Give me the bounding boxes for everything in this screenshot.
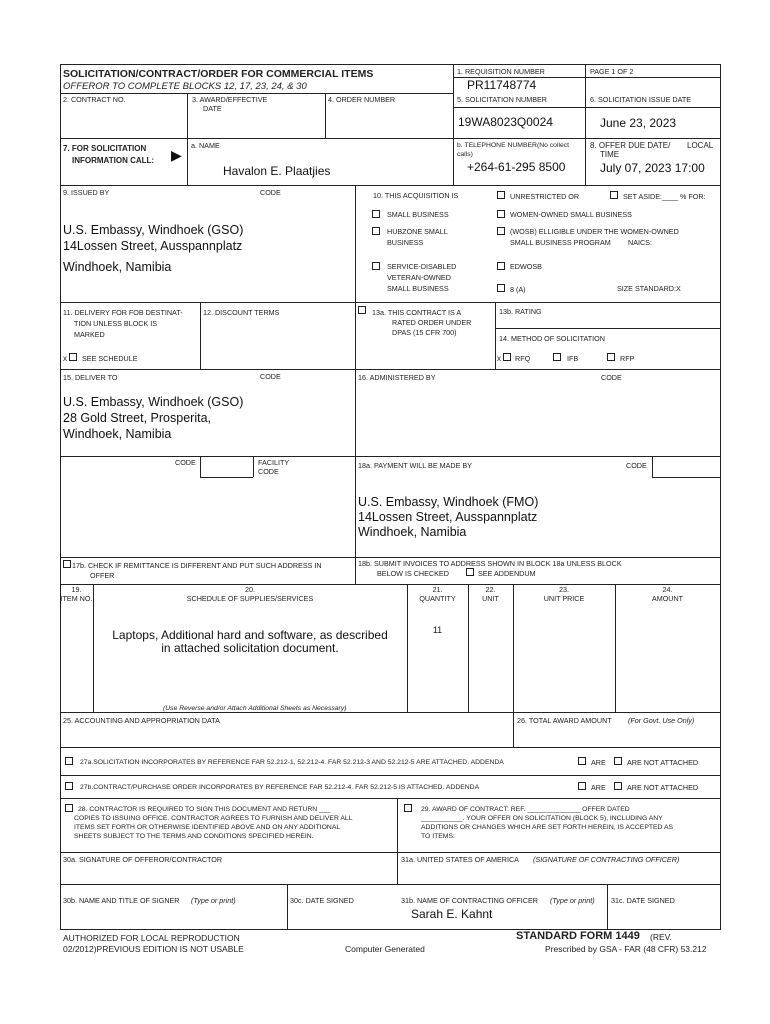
issued-code-label: CODE [260,188,281,197]
fob-label-2: TION UNLESS BLOCK IS [74,319,158,328]
rule [615,584,616,712]
eight-a-label: 8 (A) [510,285,526,294]
col-schedule-num: 20. [245,585,255,594]
telephone-value[interactable]: +264-61-295 8500 [467,160,566,174]
see-schedule-checkbox[interactable] [69,353,77,361]
offeror-signature-label: 30a. SIGNATURE OF OFFEROR/CONTRACTOR [63,855,223,864]
rule [60,775,721,776]
issued-by-label: 9. ISSUED BY [63,188,110,197]
small-business-checkbox[interactable] [372,210,380,218]
rule [60,138,721,139]
payment-code-label: CODE [626,461,647,470]
award-date-label-2: DATE [203,104,222,113]
rfp-checkbox[interactable] [607,353,615,361]
rule [60,747,721,748]
invoice-label: 18b. SUBMIT INVOICES TO ADDRESS SHOWN IN BLOCK 18a UNLESS BLOCK [358,559,622,568]
27b-are-not-label: ARE NOT ATTACHED [627,783,699,792]
size-standard-label: SIZE STANDARD:X [617,284,681,293]
27a-are-not-label: ARE NOT ATTACHED [627,758,699,767]
rule [355,456,356,584]
rule [397,798,398,884]
rule-top [60,64,721,65]
sdvosb-checkbox[interactable] [372,262,380,270]
issued-by-line3: Windhoek, Namibia [63,260,172,274]
code-box-edge [652,477,720,478]
award-line2: ___________. YOUR OFFER ON SOLICITATION (BLOCK 5), INCLUDING ANY [421,815,663,822]
requisition-number-label: 1. REQUISITION NUMBER [457,67,545,76]
payment-label: 18a. PAYMENT WILL BE MADE BY [358,461,472,470]
27b-label: 27b.CONTRACT/PURCHASE ORDER INCORPORATES BY REFERENCE FAR 52.212-4. FAR 52.212-5 IS ATTACHED. ADDENDA [80,784,480,791]
rule [60,852,721,853]
item-description-line1: Laptops, Additional hard and software, as described [112,628,388,642]
27b-checkbox[interactable] [65,782,73,790]
administered-code-label: CODE [601,373,622,382]
rule [325,93,326,138]
naics-label: NAICS: [628,238,652,247]
acquisition-label: 10. THIS ACQUISITION IS [373,191,459,200]
payment-line3: Windhoek, Namibia [358,525,467,539]
offeror-code-label: CODE [175,458,196,467]
rule-left [60,64,61,930]
name-label: a. NAME [191,141,220,150]
arrow-right-icon: ▶ [171,147,182,163]
code-box-edge [253,456,254,477]
rule [200,456,201,477]
computer-generated: Computer Generated [345,944,425,954]
rule [60,557,721,558]
date-signed-label: 30c. DATE SIGNED [290,896,354,905]
rated-order-label: 13a. THIS CONTRACT IS A [372,308,462,317]
offer-due-label-2: TIME [600,150,620,159]
facility-code-label: FACILITY [258,458,290,467]
rfq-checkbox[interactable] [503,353,511,361]
issued-by-line2: 14Lossen Street, Ausspannplatz [63,239,243,253]
col-item-no: ITEM NO. [60,594,93,603]
col-unit-num: 22. [485,585,496,594]
col-quantity-num: 21. [432,585,443,594]
payment-line2: 14Lossen Street, Ausspannplatz [358,510,538,524]
27a-are-label: ARE [591,758,606,767]
rule [60,185,721,186]
eight-a-checkbox[interactable] [497,284,505,292]
co-name-label: 31b. NAME OF CONTRACTING OFFICER [401,896,538,905]
reverse-sheets-note: (Use Reverse and/or Attach Additional Sheets as Necessary) [163,705,347,712]
telephone-label: b. TELEPHONE NUMBER(No collect [457,142,570,149]
issued-by-line1: U.S. Embassy, Windhoek (GSO) [63,223,244,237]
info-call-label-2: INFORMATION CALL: [72,156,155,165]
previous-edition: 02/2012)PREVIOUS EDITION IS NOT USABLE [63,944,244,954]
rated-order-label-2: RATED ORDER UNDER [392,318,472,327]
see-schedule-label: SEE SCHEDULE [82,354,138,363]
form-rev: (REV. [650,932,672,942]
col-amount: AMOUNT [651,594,684,603]
wosb-eligible-label-2: SMALL BUSINESS PROGRAM [510,238,611,247]
29-checkbox[interactable] [404,804,412,812]
info-call-label: 7. FOR SOLICITATION [63,144,147,153]
hubzone-checkbox[interactable] [372,227,380,235]
rule [200,302,201,369]
contracting-officer-name[interactable]: Sarah E. Kahnt [411,907,493,921]
rule [513,584,514,712]
remittance-label-2: OFFER [90,571,115,580]
27b-are-label: ARE [591,783,606,792]
deliver-to-line1: U.S. Embassy, Windhoek (GSO) [63,395,244,409]
contact-name-value[interactable]: Havalon E. Plaatjies [223,164,331,178]
rule [287,884,288,929]
code-box-edge [200,477,253,478]
wosb-eligible-label: (WOSB) ELLIGIBLE UNDER THE WOMEN-OWNED [510,227,679,236]
deliver-to-line2: 28 Gold Street, Prosperita, [63,411,211,425]
contractor-sign-line1: 28. CONTRACTOR IS REQUIRED TO SIGN THIS DOCUMENT AND RETURN ___ [78,806,331,813]
see-schedule-mark: x [63,354,67,363]
signer-name-note: (Type or print) [191,896,236,905]
wosb-label: WOMEN-OWNED SMALL BUSINESS [510,210,632,219]
set-aside-label: SET ASIDE:____ % FOR: [623,192,706,201]
usa-signature-note: (SIGNATURE OF CONTRACTING OFFICER) [533,855,680,864]
rule [60,369,721,370]
administered-by-label: 16. ADMINISTERED BY [358,373,436,382]
rule [60,93,453,94]
col-item-no-num: 19. [71,585,82,594]
invoice-label-2: BELOW IS CHECKED [377,569,449,578]
total-award-label: 26. TOTAL AWARD AMOUNT [517,716,612,725]
rule [513,712,514,747]
rated-order-checkbox[interactable] [358,306,366,314]
28-checkbox[interactable] [65,804,73,812]
wosb-checkbox[interactable] [497,210,505,218]
local-reproduction: AUTHORIZED FOR LOCAL REPRODUCTION [63,933,240,943]
issue-date-label: 6. SOLICITATION ISSUE DATE [590,95,692,104]
rule [607,884,608,929]
rule [495,302,496,369]
signer-name-label: 30b. NAME AND TITLE OF SIGNER [63,896,180,905]
col-schedule: SCHEDULE OF SUPPLIES/SERVICES [186,594,314,603]
order-number-label: 4. ORDER NUMBER [328,95,396,104]
item-description-line2: in attached solicitation document. [161,641,339,655]
27a-are-not-checkbox[interactable] [614,757,622,765]
facility-code-label-2: CODE [258,467,279,476]
col-unit-price: UNIT PRICE [543,594,585,603]
27b-are-not-checkbox[interactable] [614,782,622,790]
27a-label: 27a.SOLICITATION INCORPORATES BY REFERENCE FAR 52.212-1, 52.212-4. FAR 52.212-3 AND 52.212-5 ARE ATTACHED. ADDENDA [80,759,504,766]
col-quantity: QUANTITY [419,594,456,603]
form-title: SOLICITATION/CONTRACT/ORDER FOR COMMERCIAL ITEMS [63,68,374,80]
rule [60,456,721,457]
accounting-label: 25. ACCOUNTING AND APPROPRIATION DATA [63,716,220,725]
rule-right [720,64,721,930]
page-count: PAGE 1 OF 2 [590,67,634,76]
contractor-sign-line2: COPIES TO ISSUING OFFICE. CONTRACTOR AGREES TO FURNISH AND DELIVER ALL [74,815,353,822]
rfq-label: RFQ [515,354,531,363]
solicitation-number-value[interactable]: 19WA8023Q0024 [458,115,553,129]
deliver-to-label: 15. DELIVER TO [63,373,118,382]
sf1449-form [60,64,721,930]
rule [60,712,721,713]
form-subtitle: OFFEROR TO COMPLETE BLOCKS 12, 17, 23, 24, & 30 [63,81,307,92]
fob-label: 11. DELIVERY FOR FOB DESTINAT- [63,308,183,317]
rating-label: 13b. RATING [499,307,542,316]
requisition-number-value[interactable]: PR11748774 [467,78,537,92]
offer-due-value[interactable]: July 07, 2023 17:00 [600,161,705,175]
col-unit: UNIT [482,594,499,603]
offer-due-local: LOCAL [687,141,714,150]
unrestricted-checkbox[interactable] [497,191,505,199]
remittance-label: 17b. CHECK IF REMITTANCE IS DIFFERENT AND PUT SUCH ADDRESS IN [72,561,322,570]
27a-checkbox[interactable] [65,757,73,765]
form-name: STANDARD FORM 1449 [516,930,640,942]
rule [453,107,721,108]
rule [355,185,356,456]
small-business-label: SMALL BUSINESS [387,210,449,219]
co-date-signed-label: 31c. DATE SIGNED [611,896,675,905]
set-aside-checkbox[interactable] [610,191,618,199]
co-name-note: (Type or print) [550,896,595,905]
offer-due-label: 8. OFFER DUE DATE/ [590,141,671,150]
wosb-eligible-checkbox[interactable] [497,227,505,235]
rule [495,328,721,329]
award-line1: 29. AWARD OF CONTRACT: REF. ______________ OFFER DATED [421,806,630,813]
27b-are-checkbox[interactable] [578,782,586,790]
rule [60,302,721,303]
award-date-label: 3. AWARD/EFFECTIVE [192,95,268,104]
deliver-to-line3: Windhoek, Namibia [63,427,172,441]
rfp-label: RFP [620,354,635,363]
ifb-checkbox[interactable] [553,353,561,361]
hubzone-label: HUBZONE SMALL [387,227,448,236]
edwosb-checkbox[interactable] [497,262,505,270]
solicitation-number-label: 5. SOLICITATION NUMBER [457,95,547,104]
sdvosb-label-2: VETERAN-OWNED [387,273,451,282]
rated-order-label-3: DPAS (15 CFR 700) [392,328,457,337]
fob-label-3: MARKED [74,330,105,339]
rule [60,798,721,799]
rfq-mark: x [497,354,501,363]
rule [585,64,586,185]
unrestricted-label: UNRESTRICTED OR [510,192,580,201]
usa-signature-label: 31a. UNITED STATES OF AMERICA [401,855,519,864]
see-addendum-checkbox[interactable] [466,568,474,576]
ifb-label: IFB [567,354,579,363]
27a-are-checkbox[interactable] [578,757,586,765]
payment-line1: U.S. Embassy, Windhoek (FMO) [358,495,539,509]
rule [468,584,469,712]
telephone-label-2: calls) [457,151,473,158]
award-line3: ADDITIONS OR CHANGES WHICH ARE SET FORTH HEREIN, IS ACCEPTED AS [421,824,674,831]
rule [453,64,454,185]
code-box-edge [652,456,653,477]
col-unit-price-num: 23. [559,585,569,594]
rule [407,584,408,712]
prescribed-by: Prescribed by GSA - FAR (48 CFR) 53.212 [545,944,707,954]
rule [60,884,721,885]
remittance-checkbox[interactable] [63,560,71,568]
rule [187,93,188,185]
item-quantity: 11 [432,625,443,635]
contract-no-label: 2. CONTRACT NO. [63,95,126,104]
sdvosb-label-3: SMALL BUSINESS [387,284,449,293]
award-line4: TO ITEMS: [421,833,455,840]
deliver-code-label: CODE [260,372,281,381]
edwosb-label: EDWOSB [510,262,542,271]
hubzone-label-2: BUSINESS [387,238,424,247]
issue-date-value[interactable]: June 23, 2023 [600,116,677,130]
total-award-note: (For Govt. Use Only) [628,716,695,725]
see-addendum-label: SEE ADDENDUM [478,569,536,578]
col-amount-num: 24. [662,585,673,594]
sdvosb-label: SERVICE-DISABLED [387,262,457,271]
contractor-sign-line3: ITEMS SET FORTH OR OTHERWISE IDENTIFIED ABOVE AND ON ANY ADDITIONAL [74,824,341,831]
contractor-sign-line4: SHEETS SUBJECT TO THE TERMS AND CONDITIONS SPECIFIED HEREIN. [74,833,314,840]
method-label: 14. METHOD OF SOLICITATION [499,334,605,343]
discount-terms-label: 12. DISCOUNT TERMS [203,308,280,317]
